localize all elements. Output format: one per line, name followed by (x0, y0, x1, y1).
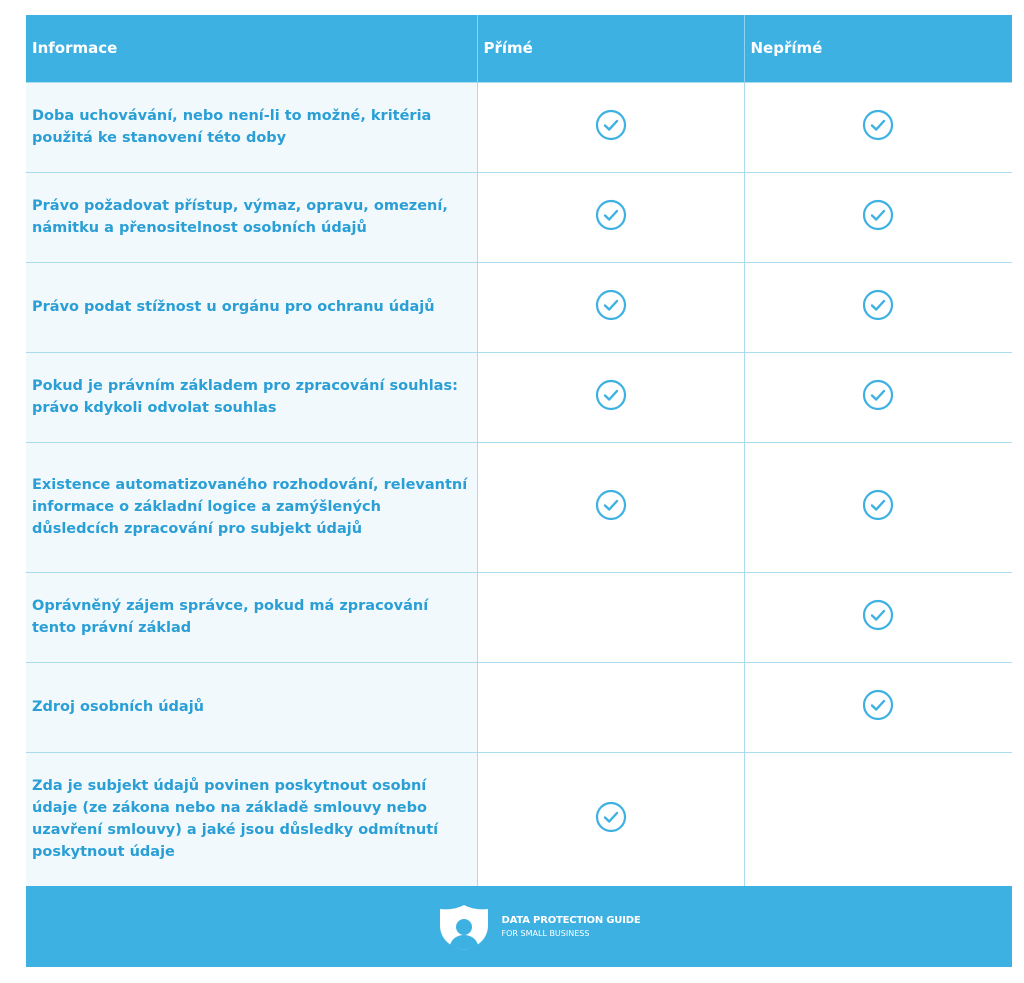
brand-logo (438, 903, 641, 951)
check-circle-icon (862, 109, 894, 141)
row-label: Doba uchovávání, nebo není-li to možné, kritéria použitá ke stanovení této doby (26, 82, 477, 172)
neprime-cell (744, 572, 1012, 662)
footer-bar (26, 886, 1012, 967)
brand-title: DATA PROTECTION GUIDE (501, 914, 641, 926)
table-row (26, 262, 1012, 352)
row-label: Zdroj osobních údajů (26, 662, 477, 752)
check-circle-icon (595, 289, 627, 321)
neprime-cell (744, 662, 1012, 752)
table-header-row (26, 15, 1012, 82)
check-circle-icon (595, 801, 627, 833)
neprime-cell (744, 442, 1012, 572)
prime-cell (477, 82, 744, 172)
neprime-cell (744, 172, 1012, 262)
row-label: Zda je subjekt údajů povinen poskytnout osobní údaje (ze zákona nebo na základě smlouvy nebo uzavření smlouvy) a jaké jsou důsledky odmítnutí poskytnout údaje (26, 752, 477, 886)
table-row (26, 662, 1012, 752)
neprime-cell (744, 262, 1012, 352)
check-circle-icon (862, 289, 894, 321)
row-label: Pokud je právním základem pro zpracování souhlas: právo kdykoli odvolat souhlas (26, 352, 477, 442)
neprime-cell (744, 752, 1012, 886)
table-row (26, 752, 1012, 886)
header-neprime: Nepřímé (744, 15, 1012, 82)
check-circle-icon (862, 199, 894, 231)
check-circle-icon (862, 379, 894, 411)
row-label: Právo podat stížnost u orgánu pro ochranu údajů (26, 262, 477, 352)
check-circle-icon (595, 109, 627, 141)
table-row (26, 572, 1012, 662)
table-row (26, 82, 1012, 172)
header-informace: Informace (32, 39, 118, 58)
info-table-frame (26, 15, 1012, 967)
table-row (26, 442, 1012, 572)
neprime-cell (744, 352, 1012, 442)
prime-cell (477, 352, 744, 442)
row-label: Právo požadovat přístup, výmaz, opravu, omezení, námitku a přenositelnost osobních údajů (26, 172, 477, 262)
brand-text (502, 914, 641, 940)
prime-cell (477, 572, 744, 662)
neprime-cell (744, 82, 1012, 172)
prime-cell (477, 262, 744, 352)
shield-person-icon (438, 903, 490, 951)
header-prime: Přímé (477, 15, 744, 82)
check-circle-icon (862, 599, 894, 631)
check-circle-icon (862, 689, 894, 721)
prime-cell (477, 172, 744, 262)
table-row (26, 352, 1012, 442)
row-label: Existence automatizovaného rozhodování, relevantní informace o základní logice a zamýšlených důsledcích zpracování pro subjekt údajů (26, 442, 477, 572)
information-table (26, 15, 1012, 886)
row-label: Oprávněný zájem správce, pokud má zpracování tento právní základ (26, 572, 477, 662)
check-circle-icon (862, 489, 894, 521)
prime-cell (477, 662, 744, 752)
check-circle-icon (595, 379, 627, 411)
check-circle-icon (595, 199, 627, 231)
check-circle-icon (595, 489, 627, 521)
brand-subtitle: FOR SMALL BUSINESS (501, 928, 590, 938)
table-row (26, 172, 1012, 262)
prime-cell (477, 752, 744, 886)
prime-cell (477, 442, 744, 572)
